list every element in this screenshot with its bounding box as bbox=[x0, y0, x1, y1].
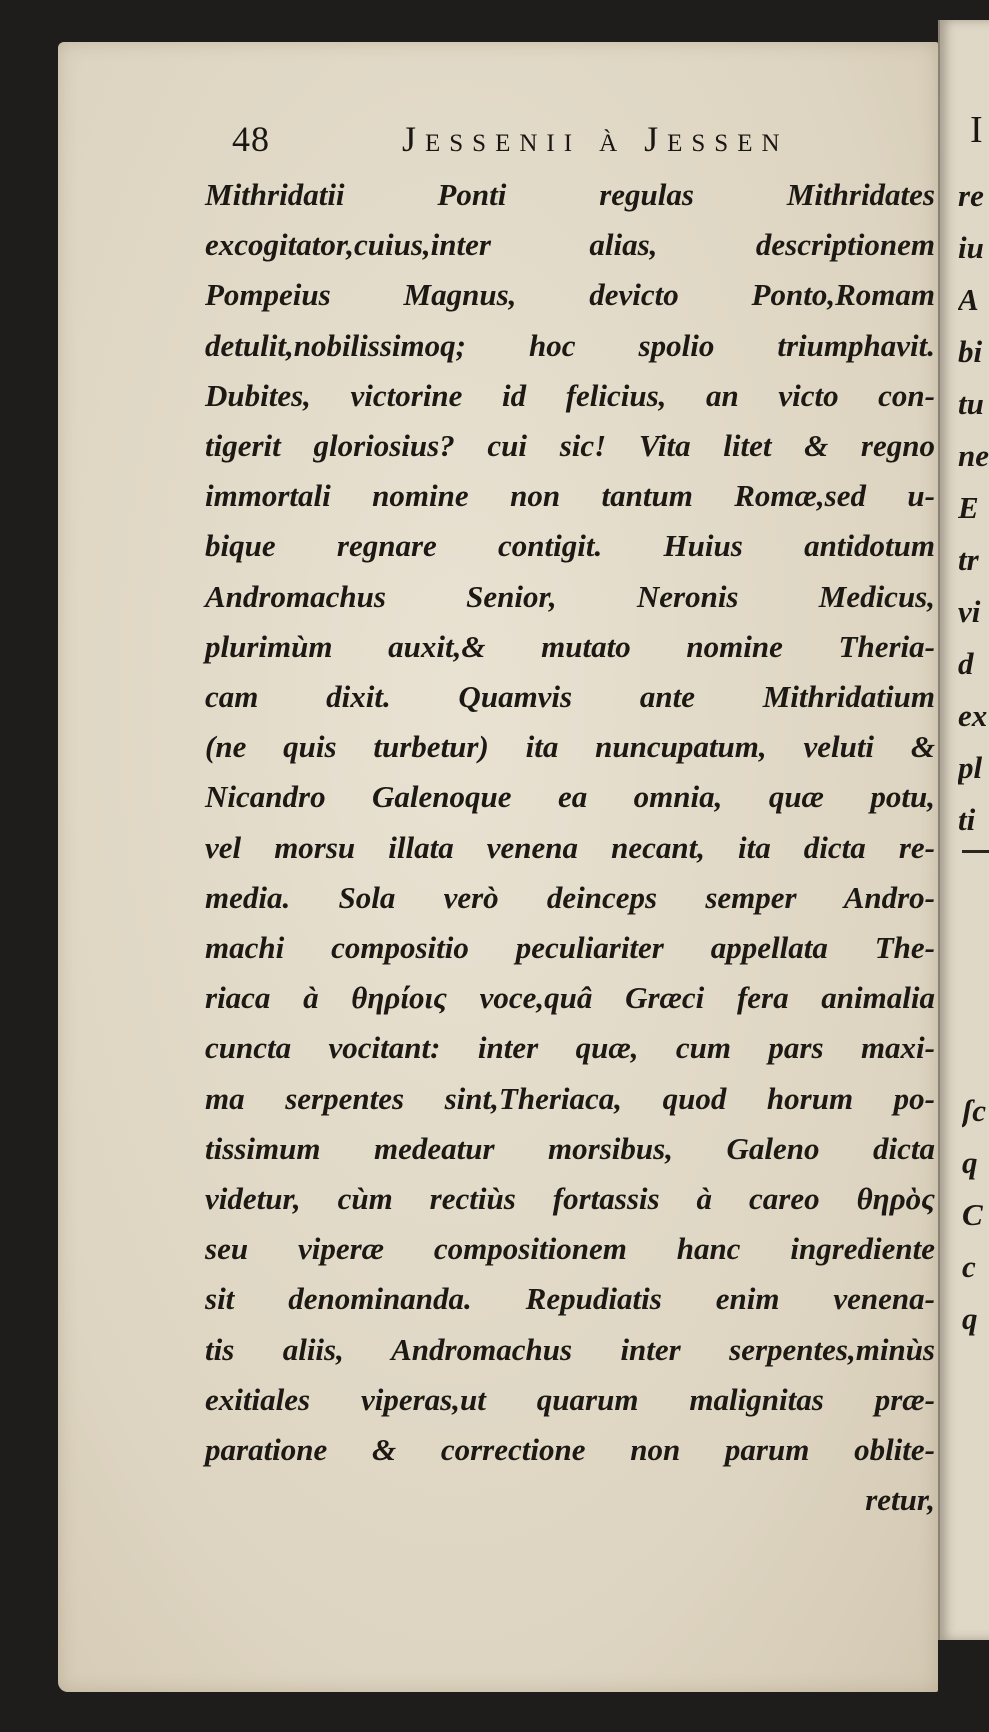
text-line: tigerit gloriosius? cui sic! Vita litet & regno bbox=[205, 428, 935, 464]
text-line: cam dixit. Quamvis ante Mithridatium bbox=[205, 679, 935, 715]
fragment: C bbox=[962, 1197, 983, 1232]
text-line: cuncta vocitant: inter quæ, cum pars maxi- bbox=[205, 1030, 935, 1066]
text-line: paratione & correctione non parum oblite- bbox=[205, 1432, 935, 1468]
text-line: plurimùm auxit,& mutato nomine Theria- bbox=[205, 628, 935, 664]
fragment: vi bbox=[958, 594, 981, 629]
text-line: riaca à θηρίοις voce,quâ Græci fera animalia bbox=[205, 980, 935, 1016]
body-text bbox=[205, 170, 935, 1525]
fragment: tu bbox=[958, 386, 984, 421]
text-line: exitiales viperas,ut quarum malignitas præ- bbox=[205, 1381, 935, 1417]
text-line: Dubites, victorine id felicius, an victo con- bbox=[205, 377, 935, 413]
text-line: detulit,nobilissimoq; hoc spolio triumphavit. bbox=[205, 327, 935, 363]
text-line: media. Sola verò deinceps semper Andro- bbox=[205, 879, 935, 915]
text-line: bique regnare contigit. Huius antidotum bbox=[205, 528, 935, 564]
page-number: 48 bbox=[232, 119, 270, 159]
fragment: d bbox=[958, 646, 974, 681]
catchword: retur, bbox=[865, 1482, 935, 1518]
fragment: A bbox=[958, 282, 979, 317]
text-line: tissimum medeatur morsibus, Galeno dicta bbox=[205, 1130, 935, 1166]
text-line: seu viperæ compositionem hanc ingrediente bbox=[205, 1231, 935, 1267]
fragment: E bbox=[958, 490, 979, 525]
text-line: machi compositio peculiariter appellata The- bbox=[205, 930, 935, 966]
text-line: Pompeius Magnus, devicto Ponto,Romam bbox=[205, 277, 935, 313]
fragment: ʃc bbox=[962, 1093, 987, 1128]
text-line: ma serpentes sint,Theriaca, quod horum po- bbox=[205, 1080, 935, 1116]
text-line: sit denominanda. Repudiatis enim venena- bbox=[205, 1281, 935, 1317]
text-line: immortali nomine non tantum Romæ,sed u- bbox=[205, 478, 935, 514]
fragment: pl bbox=[958, 750, 983, 785]
text-line: (ne quis turbetur) ita nuncupatum, veluti & bbox=[205, 729, 935, 765]
fragment: tr bbox=[958, 542, 979, 577]
fragment: c bbox=[962, 1249, 976, 1284]
text-line: vel morsu illata venena necant, ita dicta re- bbox=[205, 829, 935, 865]
fragment: ti bbox=[958, 802, 976, 837]
fragment: iu bbox=[958, 230, 984, 265]
text-line: tis aliis, Andromachus inter serpentes,minùs bbox=[205, 1331, 935, 1367]
fragment: ex bbox=[958, 698, 988, 733]
text-line: Nicandro Galenoque ea omnia, quæ potu, bbox=[205, 779, 935, 815]
fragment: q bbox=[962, 1301, 978, 1336]
text-line: Mithridatii Ponti regulas Mithridates bbox=[205, 177, 935, 212]
fragment: q bbox=[962, 1145, 978, 1180]
text-line: excogitator,cuius,inter alias, descriptionem bbox=[205, 227, 935, 263]
next-page-rule bbox=[962, 850, 989, 853]
text-line: Andromachus Senior, Neronis Medicus, bbox=[205, 578, 935, 614]
fragment: ne bbox=[958, 438, 989, 473]
fragment: re bbox=[958, 178, 984, 213]
running-head: Jessenii à Jessen bbox=[402, 119, 789, 159]
fragment: bi bbox=[958, 334, 983, 369]
page-header bbox=[232, 118, 832, 162]
next-page-head: I bbox=[970, 109, 983, 151]
text-line: videtur, cùm rectiùs fortassis à careo θηρὸς bbox=[205, 1181, 935, 1217]
next-page-text-fragments-lower bbox=[962, 1085, 989, 1345]
next-page-text-fragments bbox=[958, 170, 989, 846]
